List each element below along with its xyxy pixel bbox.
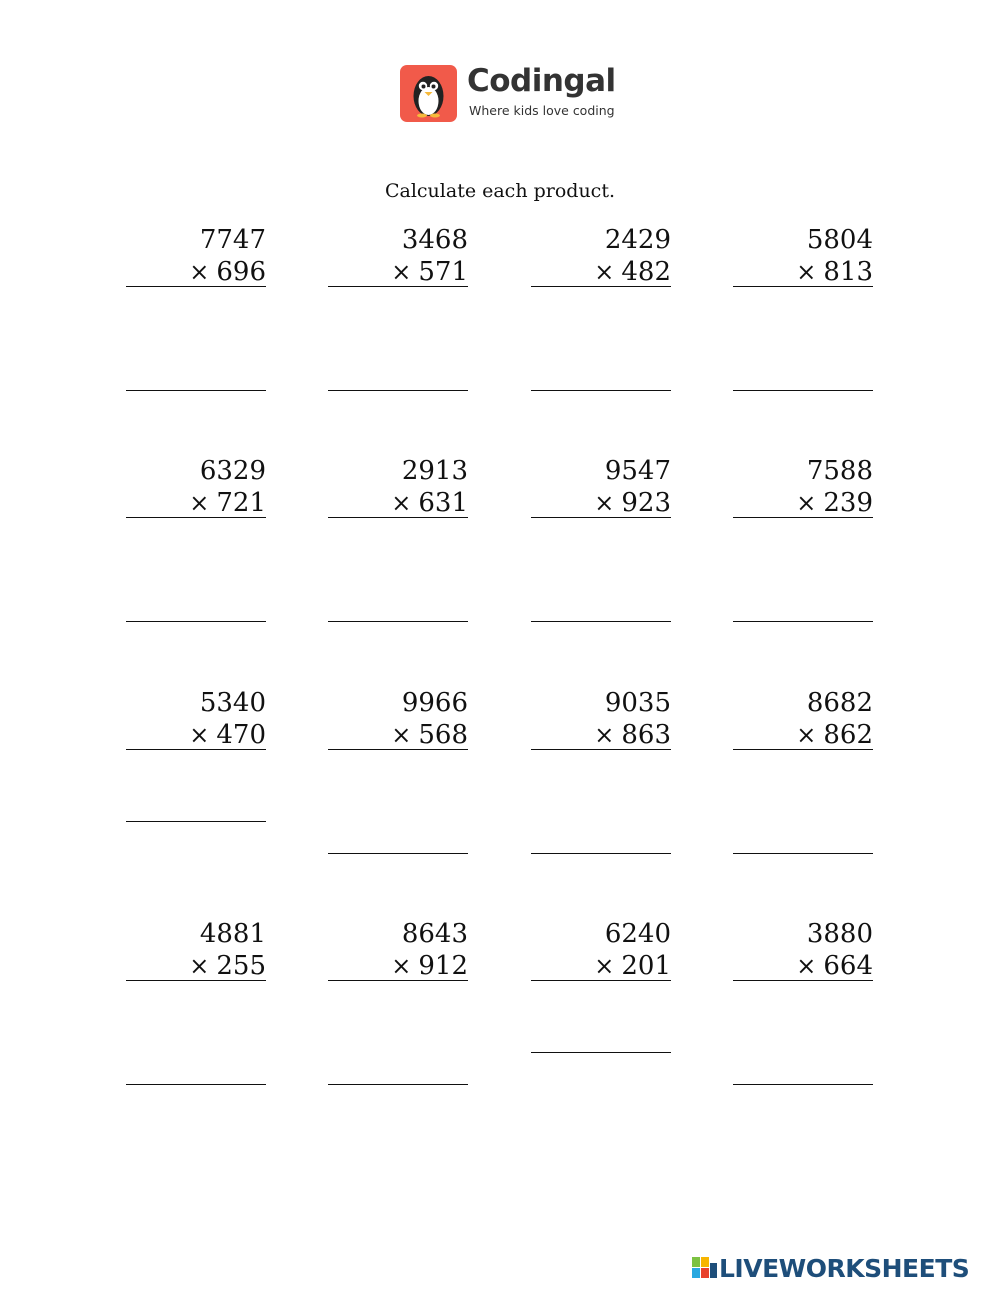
instruction-text: Calculate each product. bbox=[384, 180, 616, 202]
problem bbox=[531, 687, 671, 750]
multiplier-line bbox=[189, 719, 266, 751]
multiplier: 721 bbox=[216, 488, 266, 518]
multiplier: 863 bbox=[621, 720, 671, 750]
multiply-icon: × bbox=[189, 721, 210, 749]
multiplicand: 9547 bbox=[604, 456, 671, 486]
multiplier: 255 bbox=[216, 951, 266, 981]
multiplier-line bbox=[594, 256, 671, 288]
multiply-icon: × bbox=[796, 952, 817, 980]
product-rule bbox=[328, 749, 468, 750]
multiplier-line bbox=[796, 256, 873, 288]
answer-line[interactable] bbox=[531, 1052, 671, 1053]
multiplicand: 9966 bbox=[401, 688, 468, 718]
answer-line[interactable] bbox=[126, 1084, 266, 1085]
multiplier: 862 bbox=[823, 720, 873, 750]
multiply-icon: × bbox=[796, 489, 817, 517]
product-rule bbox=[126, 749, 266, 750]
multiplier-line bbox=[796, 719, 873, 751]
multiplier: 568 bbox=[418, 720, 468, 750]
multiplier: 482 bbox=[621, 257, 671, 287]
brand-name: Codingal bbox=[467, 63, 616, 99]
problem bbox=[531, 918, 671, 981]
problem bbox=[126, 687, 266, 750]
multiplier-line bbox=[391, 256, 468, 288]
product-rule bbox=[126, 286, 266, 287]
problem bbox=[328, 224, 468, 287]
answer-line[interactable] bbox=[733, 1084, 873, 1085]
multiply-icon: × bbox=[391, 489, 412, 517]
answer-line[interactable] bbox=[328, 853, 468, 854]
multiplier: 631 bbox=[418, 488, 468, 518]
problem bbox=[733, 918, 873, 981]
product-rule bbox=[126, 517, 266, 518]
multiplier-line bbox=[391, 950, 468, 982]
liveworksheets-wordmark: LIVEWORKSHEETS bbox=[719, 1254, 970, 1283]
multiplicand: 3468 bbox=[401, 225, 468, 255]
product-rule bbox=[733, 286, 873, 287]
product-rule bbox=[126, 980, 266, 981]
multiplier-line bbox=[189, 487, 266, 519]
answer-line[interactable] bbox=[733, 390, 873, 391]
multiplier: 923 bbox=[621, 488, 671, 518]
multiplicand: 8643 bbox=[401, 919, 468, 949]
problem bbox=[328, 455, 468, 518]
multiply-icon: × bbox=[594, 258, 615, 286]
problem bbox=[328, 918, 468, 981]
problem bbox=[733, 455, 873, 518]
multiplicand: 4881 bbox=[199, 919, 266, 949]
product-rule bbox=[733, 980, 873, 981]
multiplier-line bbox=[391, 719, 468, 751]
multiplicand: 2429 bbox=[604, 225, 671, 255]
multiplier: 470 bbox=[216, 720, 266, 750]
problem bbox=[126, 224, 266, 287]
multiplier-line bbox=[189, 950, 266, 982]
problem bbox=[531, 224, 671, 287]
multiplicand: 3880 bbox=[806, 919, 873, 949]
multiplicand: 6240 bbox=[604, 919, 671, 949]
product-rule bbox=[328, 286, 468, 287]
multiplier-line bbox=[391, 487, 468, 519]
multiplier: 239 bbox=[823, 488, 873, 518]
multiplicand: 2913 bbox=[401, 456, 468, 486]
product-rule bbox=[328, 517, 468, 518]
multiplier: 664 bbox=[823, 951, 873, 981]
multiply-icon: × bbox=[189, 489, 210, 517]
multiplier-line bbox=[796, 487, 873, 519]
multiplier: 813 bbox=[823, 257, 873, 287]
product-rule bbox=[531, 980, 671, 981]
answer-line[interactable] bbox=[733, 621, 873, 622]
multiplicand: 6329 bbox=[199, 456, 266, 486]
multiplier-line bbox=[594, 950, 671, 982]
answer-line[interactable] bbox=[328, 621, 468, 622]
multiplicand: 7747 bbox=[199, 225, 266, 255]
answer-line[interactable] bbox=[126, 821, 266, 822]
multiply-icon: × bbox=[391, 258, 412, 286]
problem bbox=[733, 687, 873, 750]
multiplicand: 9035 bbox=[604, 688, 671, 718]
multiply-icon: × bbox=[594, 721, 615, 749]
answer-line[interactable] bbox=[531, 621, 671, 622]
liveworksheets-logo bbox=[692, 1255, 992, 1281]
multiplier-line bbox=[189, 256, 266, 288]
multiply-icon: × bbox=[796, 721, 817, 749]
answer-line[interactable] bbox=[328, 390, 468, 391]
product-rule bbox=[733, 517, 873, 518]
multiplier: 912 bbox=[418, 951, 468, 981]
product-rule bbox=[531, 517, 671, 518]
multiplier-line bbox=[594, 719, 671, 751]
liveworksheets-cubes-icon bbox=[692, 1257, 718, 1279]
product-rule bbox=[328, 980, 468, 981]
multiply-icon: × bbox=[189, 258, 210, 286]
answer-line[interactable] bbox=[126, 621, 266, 622]
problem bbox=[126, 918, 266, 981]
multiply-icon: × bbox=[391, 952, 412, 980]
problem bbox=[733, 224, 873, 287]
multiplicand: 5804 bbox=[806, 225, 873, 255]
product-rule bbox=[733, 749, 873, 750]
multiplier-line bbox=[594, 487, 671, 519]
multiplicand: 5340 bbox=[199, 688, 266, 718]
product-rule bbox=[531, 286, 671, 287]
problem bbox=[531, 455, 671, 518]
product-rule bbox=[531, 749, 671, 750]
multiplicand: 7588 bbox=[806, 456, 873, 486]
answer-line[interactable] bbox=[531, 853, 671, 854]
multiplier: 696 bbox=[216, 257, 266, 287]
brand-tagline: Where kids love coding bbox=[469, 103, 615, 118]
multiplier: 571 bbox=[418, 257, 468, 287]
problem bbox=[328, 687, 468, 750]
multiply-icon: × bbox=[391, 721, 412, 749]
penguin-logo-icon bbox=[400, 65, 457, 122]
answer-line[interactable] bbox=[126, 390, 266, 391]
problem bbox=[126, 455, 266, 518]
brand-logo bbox=[400, 65, 620, 123]
multiply-icon: × bbox=[594, 952, 615, 980]
multiplier: 201 bbox=[621, 951, 671, 981]
multiply-icon: × bbox=[189, 952, 210, 980]
multiplier-line bbox=[796, 950, 873, 982]
answer-line[interactable] bbox=[328, 1084, 468, 1085]
answer-line[interactable] bbox=[733, 853, 873, 854]
multiply-icon: × bbox=[796, 258, 817, 286]
multiplicand: 8682 bbox=[806, 688, 873, 718]
answer-line[interactable] bbox=[531, 390, 671, 391]
multiply-icon: × bbox=[594, 489, 615, 517]
